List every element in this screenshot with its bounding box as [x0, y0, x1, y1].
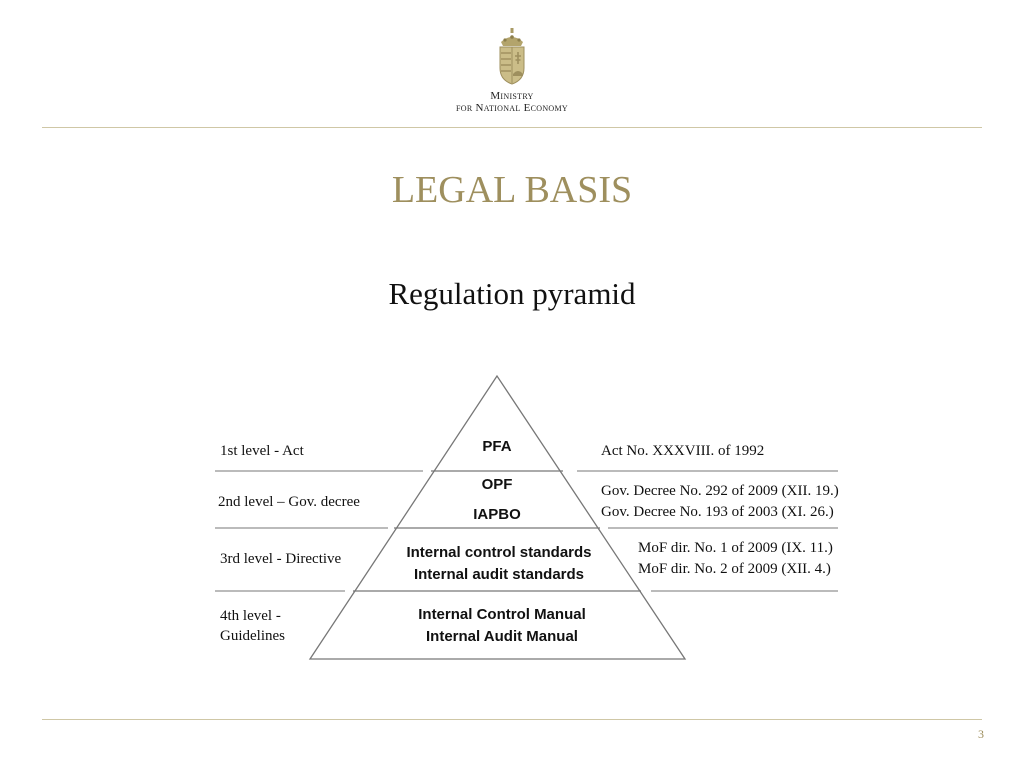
level-2-reference-2: Gov. Decree No. 193 of 2003 (XI. 26.) — [601, 504, 834, 520]
level-3-reference-2: MoF dir. No. 2 of 2009 (XII. 4.) — [638, 561, 831, 577]
slide-subtitle: Regulation pyramid — [388, 276, 636, 311]
level-1-label: 1st level - Act — [220, 443, 304, 459]
level-3-content-line1: Internal control standards — [406, 544, 592, 561]
level-1-reference: Act No. XXXVIII. of 1992 — [601, 443, 765, 459]
level-1-content: PFA — [482, 438, 512, 455]
level-4-label-line1: 4th level - — [220, 608, 281, 624]
level-3-content-line2: Internal audit standards — [413, 566, 585, 583]
level-3-reference-1: MoF dir. No. 1 of 2009 (IX. 11.) — [638, 540, 833, 556]
level-3-label: 3rd level - Directive — [220, 551, 342, 567]
level-2-label: 2nd level – Gov. decree — [218, 494, 360, 510]
level-2-content-line2: IAPBO — [473, 506, 521, 523]
level-2-reference-1: Gov. Decree No. 292 of 2009 (XII. 19.) — [601, 483, 839, 499]
footer-divider — [42, 719, 982, 720]
level-4-content-line1: Internal Control Manual — [418, 606, 586, 623]
page-number: 3 — [978, 727, 984, 741]
level-4-content-line2: Internal Audit Manual — [426, 628, 578, 645]
ministry-name-line1: Ministry — [490, 90, 534, 102]
level-4-label-line2: Guidelines — [220, 628, 285, 644]
ministry-name-line2: for National Economy — [456, 102, 568, 114]
slide-title: LEGAL BASIS — [391, 169, 633, 211]
level-2-content-line1: OPF — [481, 476, 513, 493]
